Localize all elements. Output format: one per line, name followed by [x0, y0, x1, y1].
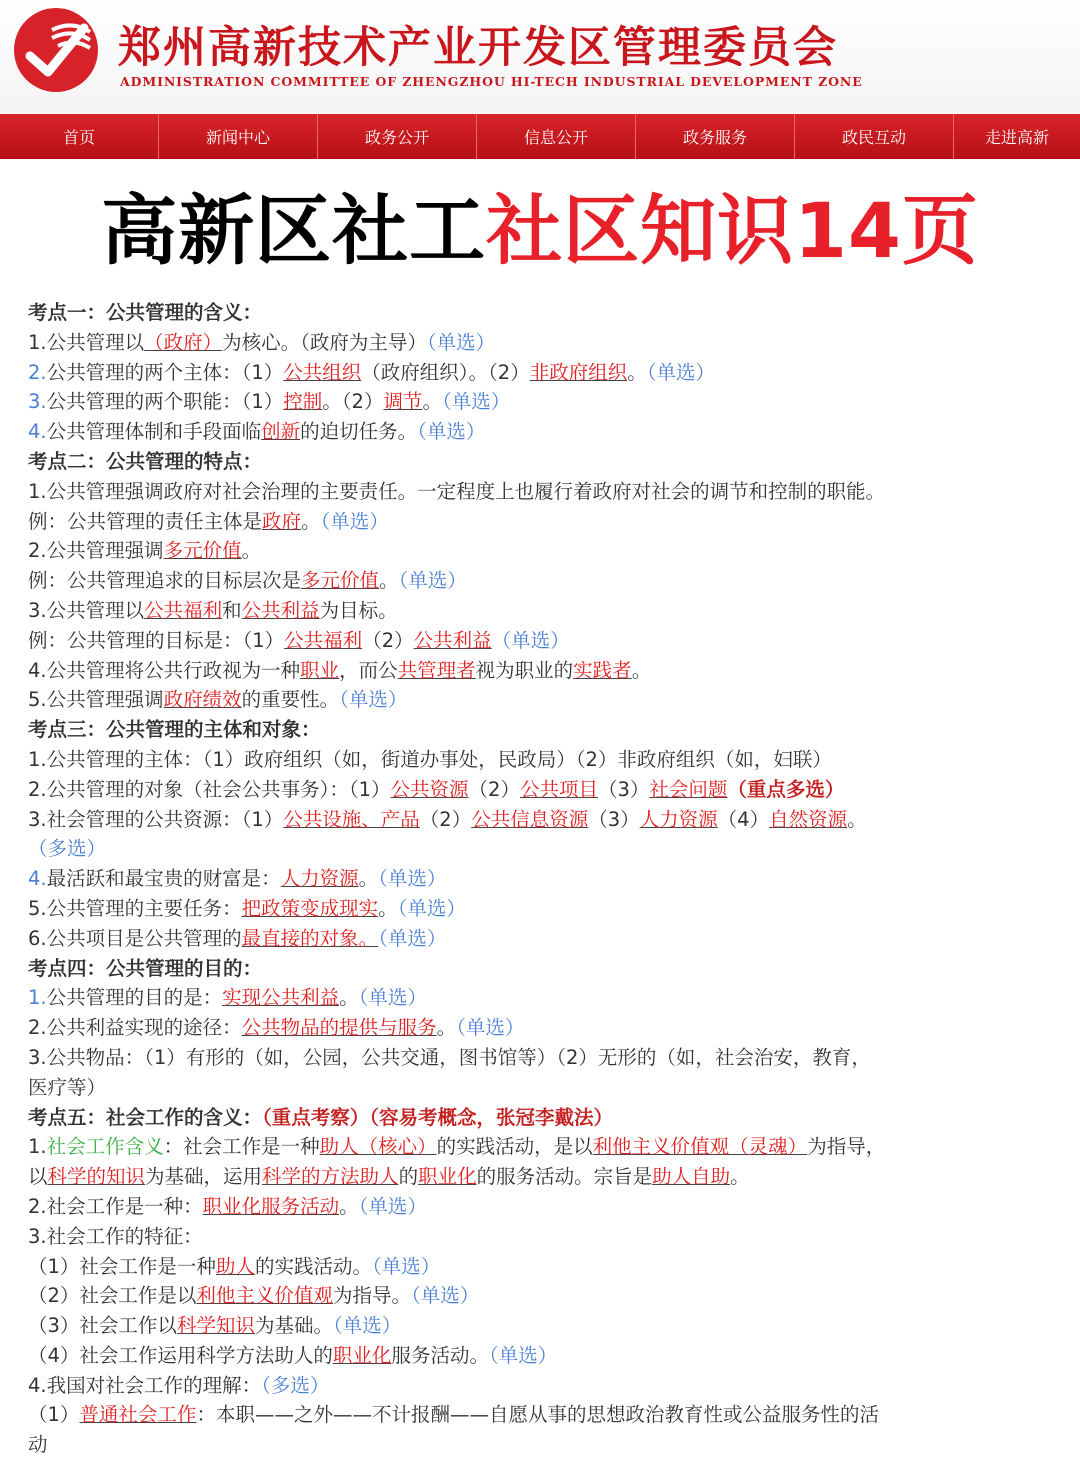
note-text: 的 [398, 1165, 419, 1189]
note-text: 的迫切任务。 [300, 420, 418, 444]
keyword: 公共设施、产品 [283, 807, 420, 831]
note-line [28, 1341, 1058, 1371]
note-line [28, 1400, 1058, 1430]
keyword: 最直接的对象。 [241, 926, 379, 950]
keyword: 助人自助 [652, 1165, 731, 1189]
nav-item-services[interactable]: 政务服务 [636, 114, 795, 159]
question-type-tag: （单选） [442, 390, 511, 414]
note-text: 为基础。 [254, 1314, 333, 1338]
nav-item-info[interactable]: 信息公开 [477, 114, 636, 159]
keyword: 实现公共利益 [222, 986, 340, 1010]
keyword: 职业 [300, 658, 340, 682]
note-text: （4）社会工作运用科学方法助人的 [28, 1343, 333, 1367]
note-text: 1.公共管理强调政府对社会治理的主要责任。一定程度上也履行着政府对社会的调节和控制的职能。 [28, 479, 886, 503]
nav-item-news[interactable]: 新闻中心 [159, 114, 318, 159]
question-type-tag: （多选） [28, 837, 107, 861]
question-type-tag: 2. [28, 360, 47, 384]
keyword: 普通社会工作 [79, 1403, 197, 1427]
keyword: 公共物品的提供与服务 [241, 1016, 437, 1040]
keyword: 创新 [261, 420, 301, 444]
nav-item-gov-affairs[interactable]: 政务公开 [318, 114, 477, 159]
note-line [28, 477, 1058, 507]
question-type-tag: （单选） [378, 926, 447, 950]
keyword: 实践者 [573, 658, 632, 682]
note-text: （1） [28, 1403, 80, 1427]
keyword: 多元价值 [301, 569, 380, 593]
keyword: 把政策变成现实 [241, 896, 379, 920]
note-text: 1.公共管理的主体：（1）政府组织（如，街道办事处，民政局）（2）非政府组织（如，妇联） [28, 747, 832, 771]
note-line [28, 626, 1058, 656]
note-line [28, 1311, 1058, 1341]
note-text: 。 [358, 867, 379, 891]
keyword: 科学的方法助人 [262, 1165, 399, 1189]
note-text: 。 [627, 360, 647, 384]
section-heading [28, 447, 1058, 477]
note-text: 2.公共管理的对象（社会公共事务）：（1） [28, 777, 391, 801]
note-text: ：社会工作是一种 [163, 1135, 320, 1159]
note-text: 的实践活动。 [254, 1254, 372, 1278]
note-line [28, 1013, 1058, 1043]
note-text: 。 [730, 1165, 750, 1189]
keyword: 助人 [215, 1254, 255, 1278]
note-text: 。 [339, 986, 359, 1010]
question-type-tag: （单选） [491, 628, 570, 652]
note-line [28, 387, 1058, 417]
note-text: 动 [28, 1433, 48, 1457]
note-text: （1）社会工作是一种 [28, 1254, 216, 1278]
keyword: 利他主义价值观（灵魂） [592, 1135, 808, 1159]
note-text: （2） [419, 807, 472, 831]
note-text: 为核心。（政府为主导） [222, 330, 427, 354]
keyword: 公共项目 [519, 777, 598, 801]
main-nav [0, 114, 1080, 159]
note-text: 3.公共物品：（1）有形的（如，公园，公共交通，图书馆等）（2）无形的（如，社会治安，教育， [28, 1045, 871, 1069]
question-type-tag: （单选） [398, 569, 467, 593]
note-text: 社会工作含义 [46, 1135, 164, 1159]
note-text: 5.公共管理的主要任务： [28, 896, 242, 920]
title-red: 社区知识14页 [486, 186, 979, 275]
note-line [28, 656, 1058, 686]
note-text: 为指导。 [332, 1284, 411, 1308]
note-text: 3.社会管理的公共资源：（1） [28, 807, 284, 831]
note-text: （2）社会工作是以 [28, 1284, 197, 1308]
note-line [28, 328, 1058, 358]
note-text: 以 [28, 1165, 48, 1189]
note-text: （重点多选） [727, 777, 845, 801]
question-type-tag: （单选） [358, 1194, 427, 1218]
keyword: 人力资源 [639, 807, 718, 831]
note-text: （2） [362, 628, 414, 652]
note-text: 和 [222, 598, 242, 622]
note-line [28, 685, 1058, 715]
question-type-tag: （单选） [371, 1254, 441, 1278]
note-text: 例：公共管理的责任主体是 [28, 509, 263, 533]
question-type-tag: （单选） [332, 1314, 402, 1338]
question-type-tag: （单选） [339, 688, 408, 712]
note-line [28, 864, 1058, 894]
note-text: 为指导， [807, 1135, 886, 1159]
note-text: 考点四：公共管理的目的： [28, 956, 263, 980]
note-text: 公共管理的两个职能：（1） [46, 390, 284, 414]
note-line [28, 745, 1058, 775]
note-text: 例：公共管理追求的目标层次是 [28, 569, 302, 593]
keyword: 政府绩效 [163, 688, 242, 712]
keyword: 非政府组织 [529, 360, 628, 384]
note-text: 。 [436, 1016, 457, 1040]
keyword: 科学的知识 [47, 1165, 146, 1189]
note-line [28, 1162, 1058, 1192]
note-text: 。 [847, 807, 867, 831]
question-type-tag: 3. [28, 390, 47, 414]
org-name-en: ADMINISTRATION COMMITTEE OF ZHENGZHOU HI-TECH INDUSTRIAL DEVELOPMENT ZONE [120, 74, 863, 89]
note-text: 。 [378, 896, 398, 920]
keyword: 公共福利 [284, 628, 363, 652]
note-text: （3）社会工作以 [28, 1314, 177, 1338]
question-type-tag: （单选） [320, 509, 389, 533]
note-line [28, 983, 1058, 1013]
org-name: 郑州高新技术产业开发区管理委员会 [118, 23, 838, 73]
note-text: 2.社会工作是一种： [28, 1194, 203, 1218]
keyword: 利他主义价值观 [196, 1284, 333, 1308]
note-text: 公共管理的两个主体：（1） [46, 360, 284, 384]
question-type-tag: （单选） [410, 1284, 480, 1308]
keyword: 助人（核心） [319, 1135, 437, 1159]
note-text: 的重要性。 [241, 688, 340, 712]
keyword: 公共福利 [144, 598, 223, 622]
note-text: 3.社会工作的特征： [28, 1224, 203, 1248]
section-heading [28, 954, 1058, 984]
note-line [28, 417, 1058, 447]
keyword: 共管理者 [397, 658, 476, 682]
keyword: 公共资源 [390, 777, 469, 801]
note-text: （3） [597, 777, 650, 801]
note-line [28, 596, 1058, 626]
note-line [28, 1222, 1058, 1252]
question-type-tag: （单选） [378, 867, 447, 891]
note-text: 为目标。 [319, 598, 398, 622]
note-line [28, 566, 1058, 596]
keyword: 职业化服务活动 [202, 1194, 340, 1218]
question-type-tag: 1. [28, 986, 47, 1010]
keyword: （政府） [144, 330, 223, 354]
note-text: （政府组织）。（2） [361, 360, 530, 384]
question-type-tag: （单选） [456, 1016, 525, 1040]
note-line [28, 924, 1058, 954]
note-line [28, 894, 1058, 924]
note-text: 的实践活动，是以 [436, 1135, 593, 1159]
note-line [28, 1192, 1058, 1222]
note-text: 5.公共管理强调 [28, 688, 164, 712]
note-text: （2） [468, 777, 520, 801]
page-title [0, 170, 1080, 279]
keyword: 自然资源 [769, 807, 848, 831]
note-line [28, 507, 1058, 537]
keyword: 公共组织 [283, 360, 362, 384]
notes-body [28, 298, 1058, 1460]
nav-item-interaction[interactable]: 政民互动 [795, 114, 954, 159]
question-type-tag: （单选） [488, 1343, 558, 1367]
note-line [28, 805, 1058, 835]
keyword: 公共信息资源 [471, 807, 589, 831]
note-text: 。 [301, 509, 321, 533]
note-line [28, 834, 1058, 864]
note-text: 视为职业的 [475, 658, 574, 682]
note-text: 4.公共管理将公共行政视为一种 [28, 658, 301, 682]
note-text: 。 [422, 390, 442, 414]
note-text: 。（2） [322, 390, 384, 414]
note-line [28, 1043, 1058, 1073]
note-line [28, 1430, 1058, 1460]
keyword: 公共利益 [413, 628, 492, 652]
note-line [28, 1073, 1058, 1103]
note-line [28, 536, 1058, 566]
note-line [28, 1252, 1058, 1282]
note-text: 的服务活动。宗旨是 [476, 1165, 653, 1189]
site-header [0, 0, 1080, 114]
note-text: 6.公共项目是公共管理的 [28, 926, 242, 950]
note-text: 最活跃和最宝贵的财富是： [46, 867, 281, 891]
keyword: 人力资源 [280, 867, 359, 891]
question-type-tag: （单选） [417, 420, 486, 444]
note-text: 例：公共管理的目标是：（1） [28, 628, 285, 652]
note-text: （重点考察）（容易考概念，张冠李戴法） [262, 1105, 614, 1129]
note-line [28, 1132, 1058, 1162]
note-text: 。 [339, 1194, 359, 1218]
zhengzhou-hitech-logo-icon [12, 6, 100, 94]
note-text: 公共管理的目的是： [46, 986, 223, 1010]
nav-item-about[interactable]: 走进高新 [984, 128, 1049, 147]
question-type-tag: （多选） [261, 1373, 330, 1397]
keyword: 多元价值 [163, 539, 242, 563]
note-text: 2.公共利益实现的途径： [28, 1016, 242, 1040]
note-text: 考点五：社会工作的含义： [28, 1105, 263, 1129]
keyword: 社会问题 [649, 777, 728, 801]
note-line [28, 1371, 1058, 1401]
section-heading [28, 1103, 1058, 1133]
note-text: ：本职——之外——不计报酬——自愿从事的思想政治教育性或公益服务性的活 [196, 1403, 879, 1427]
note-line [28, 775, 1058, 805]
note-text: 医疗等） [28, 1075, 107, 1099]
note-text: 考点三：公共管理的主体和对象： [28, 718, 321, 742]
note-line [28, 1281, 1058, 1311]
note-text: 1.公共管理以 [28, 330, 145, 354]
note-text: （3） [588, 807, 640, 831]
note-line [28, 358, 1058, 388]
note-text: 为基础，运用 [145, 1165, 263, 1189]
note-text: （4） [717, 807, 770, 831]
note-text: 3.公共管理以 [28, 598, 145, 622]
note-text: ，而公 [339, 658, 398, 682]
note-text: 。 [241, 539, 262, 563]
question-type-tag: （单选） [646, 360, 716, 384]
question-type-tag: 4. [28, 867, 47, 891]
note-text: 服务活动。 [391, 1343, 489, 1367]
keyword: 科学知识 [176, 1314, 255, 1338]
section-heading [28, 298, 1058, 328]
note-text: 。 [631, 658, 652, 682]
note-text: 1. [28, 1135, 47, 1159]
note-text: 。 [379, 569, 399, 593]
keyword: 政府 [262, 509, 302, 533]
section-heading [28, 715, 1058, 745]
keyword: 职业化 [418, 1165, 477, 1189]
note-text: 考点一：公共管理的含义： [28, 301, 263, 324]
note-text: 2.公共管理强调 [28, 539, 164, 563]
question-type-tag: （单选） [397, 896, 466, 920]
keyword: 职业化 [332, 1343, 392, 1367]
keyword: 调节 [383, 390, 423, 414]
question-type-tag: （单选） [358, 986, 427, 1010]
title-black: 高新区社工 [101, 186, 487, 275]
note-text: 考点二：公共管理的特点： [28, 449, 263, 473]
nav-item-home[interactable]: 首页 [0, 114, 159, 159]
keyword: 控制 [283, 390, 323, 414]
keyword: 公共利益 [241, 598, 320, 622]
question-type-tag: （单选） [426, 330, 496, 354]
question-type-tag: 4. [28, 420, 47, 444]
note-text: 4.我国对社会工作的理解： [28, 1373, 262, 1397]
note-text: 公共管理体制和手段面临 [46, 420, 262, 444]
